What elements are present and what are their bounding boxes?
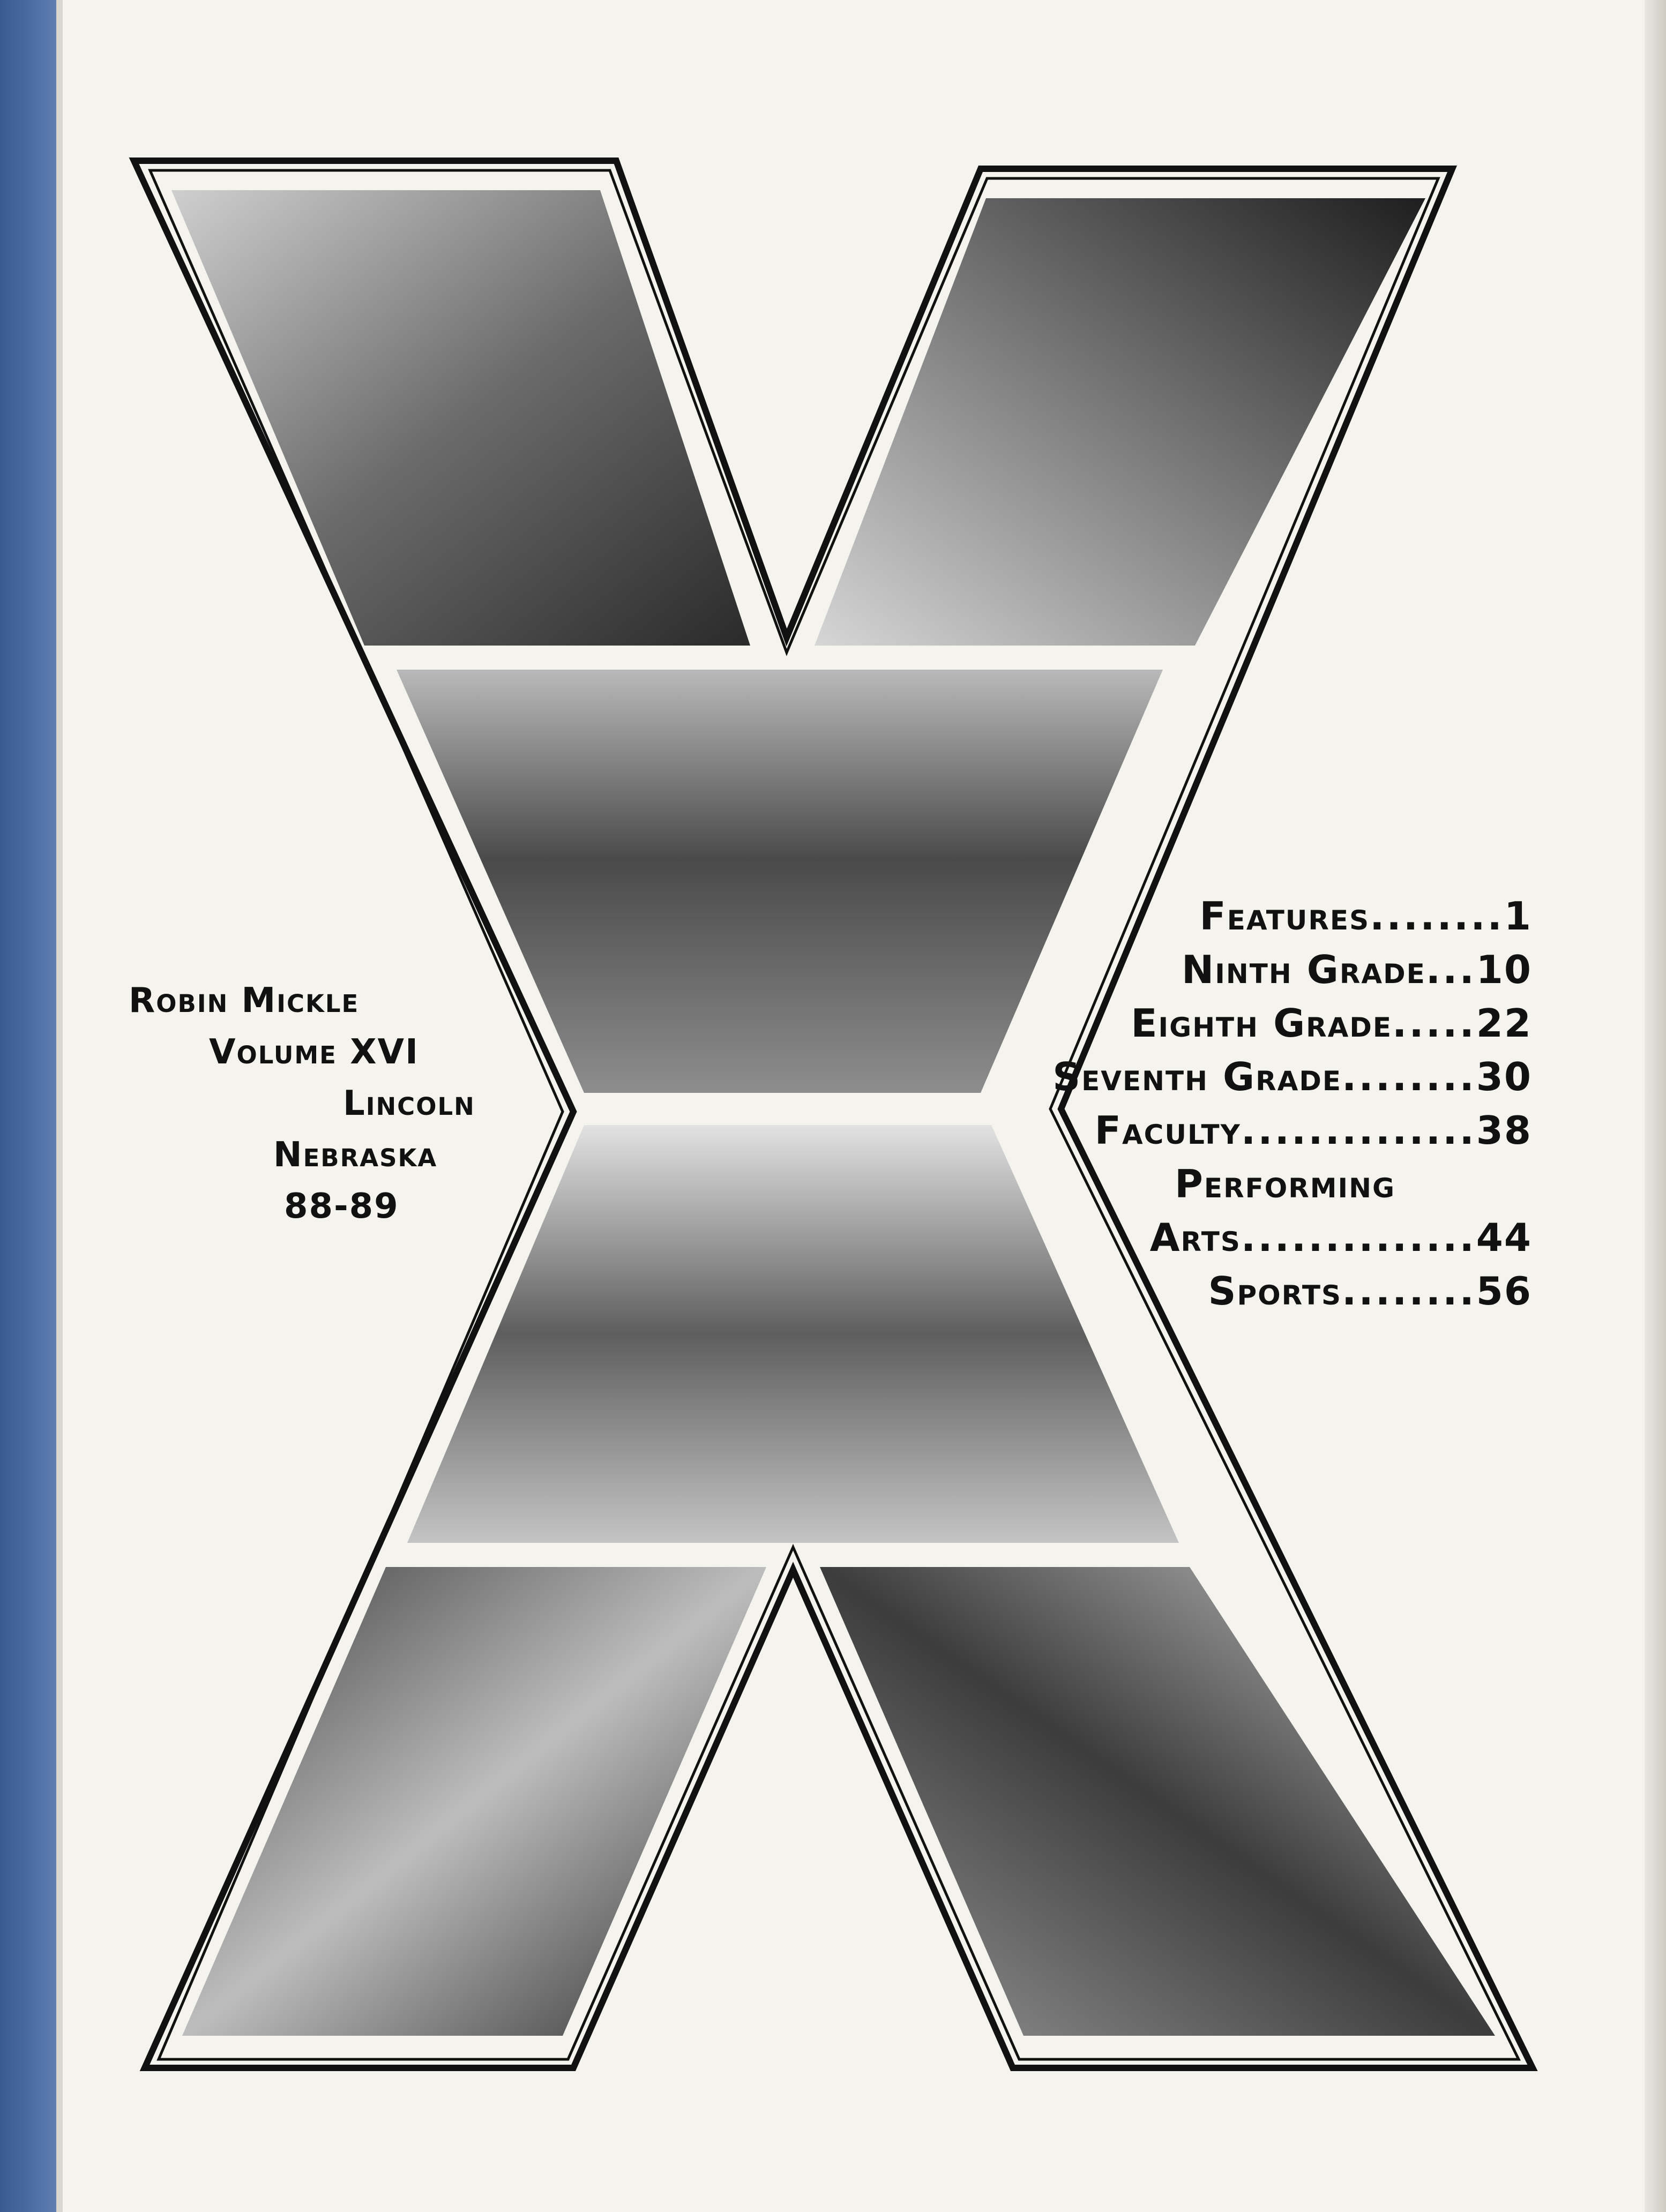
toc-page: 44 bbox=[1476, 1215, 1532, 1260]
toc-label: Sports bbox=[1208, 1269, 1342, 1314]
toc-entry bbox=[835, 1264, 1532, 1318]
toc-label: Eighth Grade bbox=[1131, 1001, 1393, 1046]
toc-entry bbox=[835, 943, 1532, 996]
toc-label: Seventh Grade bbox=[1052, 1054, 1342, 1099]
toc-leader: ........ bbox=[1341, 1269, 1476, 1314]
toc-leader: .............. bbox=[1241, 1108, 1476, 1153]
toc-entry bbox=[835, 889, 1532, 943]
toc-entry bbox=[835, 1050, 1532, 1104]
toc-label: Arts bbox=[1149, 1215, 1241, 1260]
school-years: 88-89 bbox=[284, 1187, 399, 1226]
author-name: Robin Mickle bbox=[129, 981, 360, 1021]
photo-students-cafeteria bbox=[820, 1567, 1495, 2036]
toc-entry bbox=[835, 1211, 1532, 1264]
toc-entry bbox=[835, 996, 1532, 1050]
toc-label: Ninth Grade bbox=[1182, 947, 1426, 992]
toc-page: 30 bbox=[1476, 1054, 1532, 1099]
toc-entry bbox=[835, 1157, 1532, 1211]
toc-page: 38 bbox=[1476, 1108, 1532, 1153]
toc-leader: ... bbox=[1425, 947, 1476, 992]
toc-label: Faculty bbox=[1094, 1108, 1241, 1153]
toc-label: Performing bbox=[1175, 1161, 1395, 1206]
volume-number: Volume XVI bbox=[209, 1032, 419, 1072]
cover-info bbox=[129, 975, 504, 1232]
toc-page: 10 bbox=[1476, 947, 1532, 992]
toc-leader: .............. bbox=[1241, 1215, 1476, 1260]
toc-page: 1 bbox=[1504, 894, 1532, 939]
toc-leader: ........ bbox=[1341, 1054, 1476, 1099]
toc-leader: ..... bbox=[1392, 1001, 1476, 1046]
table-of-contents bbox=[835, 889, 1532, 1318]
state-name: Nebraska bbox=[273, 1135, 438, 1175]
toc-label: Features bbox=[1199, 894, 1370, 939]
toc-entry bbox=[835, 1104, 1532, 1157]
toc-page: 56 bbox=[1476, 1269, 1532, 1314]
toc-leader: ........ bbox=[1370, 894, 1504, 939]
toc-page: 22 bbox=[1476, 1001, 1532, 1046]
city-name: Lincoln bbox=[343, 1084, 475, 1123]
photo-students-drawing-turkey bbox=[815, 198, 1425, 646]
